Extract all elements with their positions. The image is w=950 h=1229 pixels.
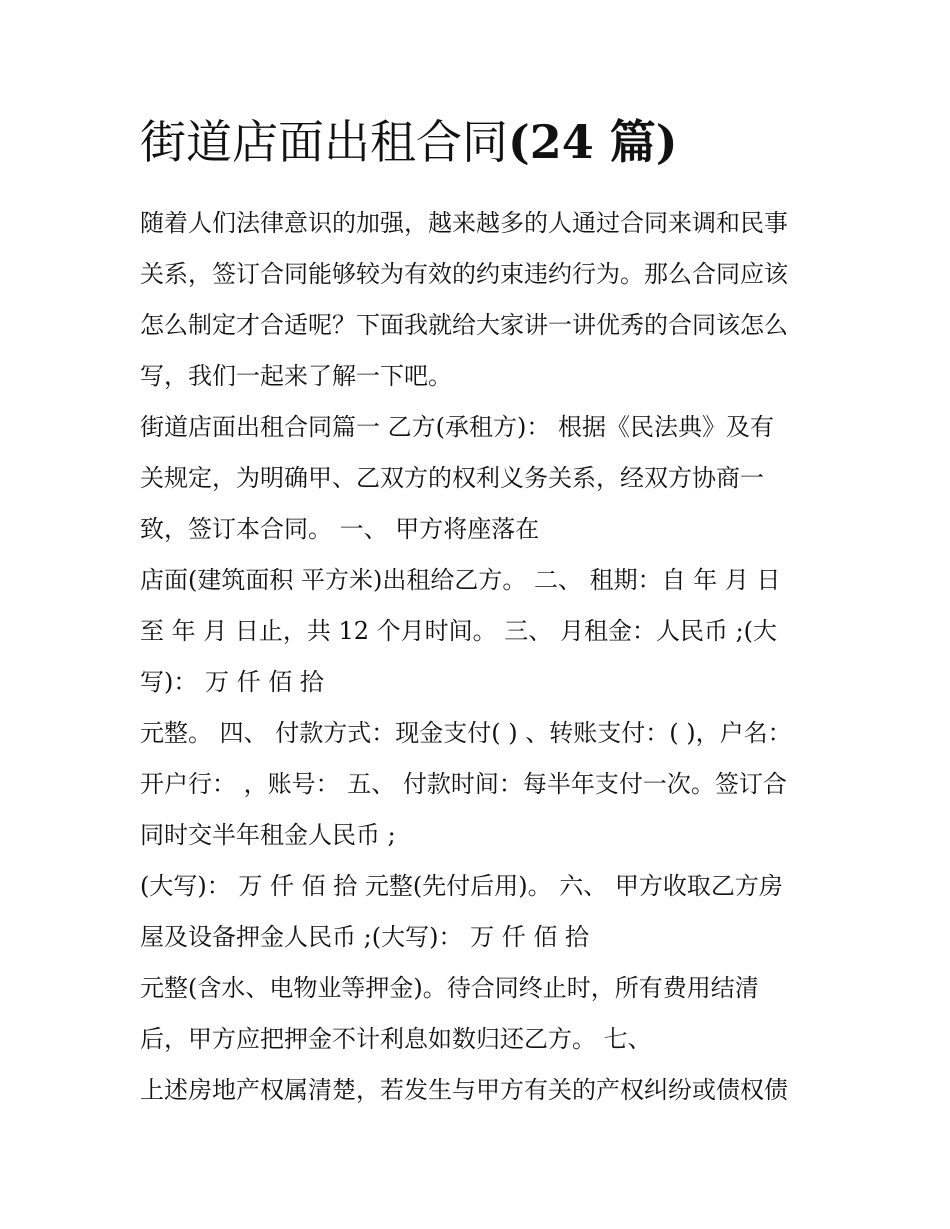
body-line: 随着人们法律意识的加强，越来越多的人通过合同来调和民事: [140, 209, 788, 237]
body-line: 元整(含水、电物业等押金)。待合同终止时，所有费用结清: [140, 974, 759, 1002]
body-line: 屋及设备押金人民币 ;(大写)： 万 仟 佰 拾: [140, 923, 589, 951]
body-line: 开户行： ，账号： 五、 付款时间：每半年支付一次。签订合: [140, 770, 787, 798]
document-body: [140, 198, 820, 1116]
body-line: 同时交半年租金人民币 ;: [140, 821, 396, 849]
document-title-main: 街道店面出租合同: [140, 115, 508, 169]
body-line: 写，我们一起来了解一下吧。: [140, 362, 452, 390]
body-line: 致，签订本合同。 一、 甲方将座落在: [140, 515, 540, 543]
body-line: 写)： 万 仟 佰 拾: [140, 668, 324, 696]
document-title: [140, 112, 820, 172]
body-line: 怎么制定才合适呢？下面我就给大家讲一讲优秀的合同该怎么: [140, 311, 788, 339]
body-line: 后，甲方应把押金不计利息如数归还乙方。 七、: [140, 1025, 652, 1053]
body-line: 关规定，为明确甲、乙双方的权利义务关系，经双方协商一: [140, 464, 764, 492]
body-line: (大写)： 万 仟 佰 拾 元整(先付后用)。 六、 甲方收取乙方房: [140, 872, 783, 900]
body-line: 元整。 四、 付款方式：现金支付( ) 、转账支付：( )，户名：: [140, 719, 792, 747]
body-line: 至 年 月 日止，共 12 个月时间。 三、 月租金：人民币 ;(大: [140, 617, 778, 645]
body-line: 店面(建筑面积 平方米)出租给乙方。 二、 租期：自 年 月 日: [140, 566, 781, 594]
document-title-count: (24 篇): [508, 115, 678, 169]
body-line: 关系，签订合同能够较为有效的约束违约行为。那么合同应该: [140, 260, 788, 288]
body-line: 上述房地产权属清楚，若发生与甲方有关的产权纠纷或债权债: [140, 1076, 788, 1104]
body-line: 街道店面出租合同篇一 乙方(承租方)： 根据《民法典》及有: [140, 413, 774, 441]
